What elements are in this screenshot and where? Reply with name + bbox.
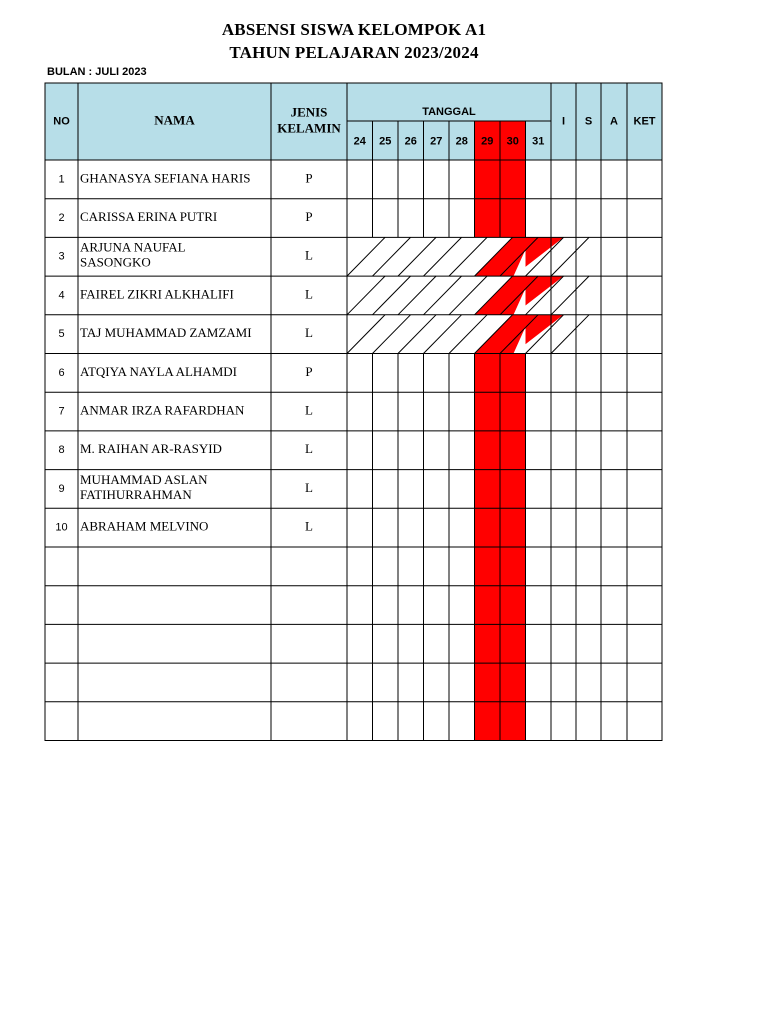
- student-no: 3: [58, 250, 65, 263]
- document-title: ABSENSI SISWA KELOMPOK A1: [221, 20, 487, 39]
- header-s: S: [584, 115, 593, 128]
- student-gender: L: [305, 286, 313, 302]
- student-name-line1: ARJUNA NAUFAL: [80, 239, 186, 255]
- hatch-cell-bg: [398, 277, 424, 315]
- student-gender: P: [305, 209, 313, 225]
- date-label-27: 27: [430, 135, 443, 148]
- hatch-cell-bg: [424, 277, 450, 315]
- date-label-24: 24: [353, 135, 366, 148]
- student-name: GHANASYA SEFIANA HARIS: [80, 170, 251, 186]
- student-no: 2: [58, 211, 65, 224]
- date-label-25: 25: [379, 135, 392, 148]
- hatch-line: [551, 276, 589, 315]
- header-a: A: [610, 115, 618, 128]
- student-gender: L: [305, 441, 313, 457]
- student-no: 10: [55, 521, 68, 534]
- student-no: 7: [58, 405, 65, 418]
- student-gender: L: [305, 518, 313, 534]
- header-jenis: JENIS: [290, 104, 328, 120]
- student-gender: L: [305, 402, 313, 418]
- student-gender: L: [305, 325, 313, 341]
- student-name: ATQIYA NAYLA ALHAMDI: [80, 363, 237, 379]
- hatch-cell-bg: [373, 238, 399, 276]
- student-name-line1: MUHAMMAD ASLAN: [80, 471, 208, 487]
- date-label-28: 28: [455, 135, 468, 148]
- student-name-line2: FATIHURRAHMAN: [80, 486, 192, 502]
- month-label: BULAN : JULI 2023: [47, 66, 147, 78]
- hatch-cell-bg: [398, 238, 424, 276]
- hatch-cell-bg: [347, 315, 373, 353]
- student-gender: P: [305, 363, 313, 379]
- date-label-30: 30: [506, 135, 519, 148]
- date-label-31: 31: [532, 135, 545, 148]
- hatch-line: [551, 237, 589, 276]
- student-name: TAJ MUHAMMAD ZAMZAMI: [80, 325, 252, 341]
- hatch-cell-bg: [347, 277, 373, 315]
- hatch-cell-bg: [424, 315, 450, 353]
- header-nama: NAMA: [154, 112, 195, 128]
- student-no: 4: [58, 289, 65, 302]
- student-name: CARISSA ERINA PUTRI: [80, 209, 218, 225]
- header-ket: KET: [633, 115, 656, 128]
- hatch-line: [551, 315, 589, 354]
- hatch-cell-bg: [373, 315, 399, 353]
- header-kelamin: KELAMIN: [277, 120, 341, 136]
- header-tanggal: TANGGAL: [422, 105, 476, 118]
- student-name: FAIREL ZIKRI ALKHALIFI: [80, 286, 234, 302]
- hatch-cell-bg: [449, 277, 475, 315]
- document-subtitle: TAHUN PELAJARAN 2023/2024: [229, 43, 479, 62]
- student-gender: L: [305, 247, 313, 263]
- date-label-29: 29: [481, 135, 494, 148]
- student-gender: P: [305, 170, 313, 186]
- header-i: I: [561, 115, 566, 128]
- student-name: ANMAR IRZA RAFARDHAN: [80, 402, 245, 418]
- hatch-cell-bg: [449, 315, 475, 353]
- date-label-26: 26: [404, 135, 417, 148]
- student-gender: L: [305, 479, 313, 495]
- header-no: NO: [53, 115, 70, 128]
- student-no: 8: [58, 444, 65, 457]
- student-name: M. RAIHAN AR-RASYID: [80, 441, 222, 457]
- student-no: 9: [58, 482, 65, 495]
- hatch-cell-bg: [373, 277, 399, 315]
- student-no: 6: [58, 366, 65, 379]
- hatch-cell-bg: [398, 315, 424, 353]
- student-name-line2: SASONGKO: [80, 254, 151, 270]
- hatch-cell-bg: [424, 238, 450, 276]
- student-no: 1: [58, 173, 65, 186]
- hatch-cell-bg: [449, 238, 475, 276]
- hatch-cell-bg: [347, 238, 373, 276]
- student-no: 5: [58, 328, 65, 341]
- student-name: ABRAHAM MELVINO: [80, 518, 209, 534]
